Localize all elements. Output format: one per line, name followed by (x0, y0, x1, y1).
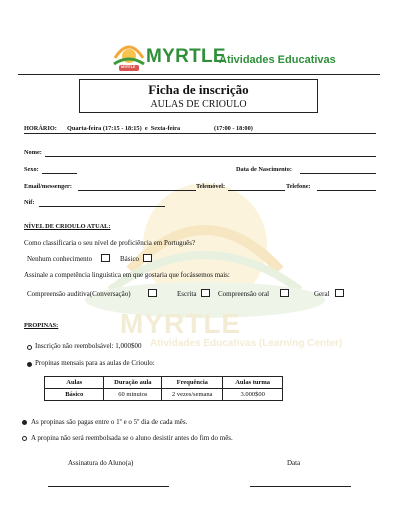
fees-heading: PROPINAS: (24, 322, 59, 329)
email-field[interactable] (78, 190, 196, 191)
note-1-bullet (22, 420, 27, 425)
mobile-label: Telemóvel: (196, 183, 226, 190)
level-question: Como classificaria o seu nível de proficiência em Português? (24, 239, 196, 247)
fees-col-price: Aulas turma (223, 377, 283, 389)
note-2: A propina não será reembolsada se o aluno desistir antes do fim do mês. (31, 434, 233, 442)
competence-oral-label: Compreensão oral (218, 290, 270, 298)
competence-listening-label: Compreensão auditiva(Conversação) (27, 290, 131, 298)
competence-oral-checkbox[interactable] (280, 289, 289, 297)
competence-listening-checkbox[interactable] (148, 289, 157, 297)
fees-cell-duration: 60 minutos (104, 389, 162, 401)
monthly-radio (27, 362, 32, 367)
student-signature-label: Assinatura do Aluno(a) (68, 459, 134, 467)
competence-question: Assinale a competência linguística em que gostaria que focássemos mais: (24, 271, 230, 279)
fees-table-header (45, 377, 283, 389)
title-box (79, 79, 318, 113)
option-none-checkbox[interactable] (101, 254, 110, 262)
phone-field[interactable] (317, 190, 376, 191)
option-basic-label: Básico (120, 255, 140, 263)
logo (112, 36, 146, 76)
name-label: Nome: (24, 149, 42, 156)
schedule-rule (24, 133, 376, 134)
fees-table (44, 376, 283, 401)
schedule-days: Quarta-feira (17:15 - 18:15) e Sexta-feira (67, 125, 181, 132)
sun-logo-icon (112, 36, 146, 76)
email-label: Email/messenger: (24, 183, 72, 190)
schedule-time: (17:00 - 18:00) (214, 125, 253, 132)
competence-general-checkbox[interactable] (335, 289, 344, 297)
competence-writing-label: Escrita (177, 290, 197, 298)
header-rule (18, 74, 380, 75)
fees-col-classes: Aulas (45, 377, 104, 389)
fees-cell-price: 3.000$00 (223, 389, 283, 401)
registration-radio (27, 345, 32, 350)
date-label: Data (287, 459, 301, 467)
note-1: As propinas são pagas entre o 1º e o 5º dia de cada mês. (31, 418, 188, 426)
brand-subtitle: Atividades Educativas (219, 54, 336, 66)
watermark-subtitle: Atividades Educativas (Learning Center) (150, 338, 343, 349)
birthdate-field[interactable] (300, 173, 376, 174)
nif-label: Nif: (24, 199, 35, 206)
fees-col-frequency: Frequência (162, 377, 223, 389)
birthdate-label: Data de Nascimento: (236, 166, 292, 173)
watermark-brand: MYRTLE (120, 308, 242, 339)
phone-label: Telefone: (286, 183, 311, 190)
logo-badge-text: MYRTLE (121, 65, 136, 69)
student-signature-line[interactable] (48, 486, 169, 487)
monthly-fee-label: Propinas mensais para as aulas de Crioulo: (35, 359, 155, 367)
competence-writing-checkbox[interactable] (201, 289, 210, 297)
competence-general-label: Geral (314, 290, 330, 298)
table-row (45, 389, 283, 401)
mobile-field[interactable] (228, 190, 285, 191)
registration-fee: Inscrição não reembolsável: 1,000$00 (35, 342, 142, 350)
fees-col-duration: Duração aula (104, 377, 162, 389)
brand-name: MYRTLE (146, 46, 226, 67)
name-field[interactable] (45, 156, 376, 157)
level-heading: NÍVEL DE CRIOULO ATUAL: (24, 223, 111, 230)
nif-field[interactable] (39, 206, 165, 207)
sex-label: Sexo: (24, 166, 39, 173)
option-basic-checkbox[interactable] (143, 254, 152, 262)
fees-cell-class: Básico (45, 389, 104, 401)
fees-cell-frequency: 2 vezes/semana (162, 389, 223, 401)
date-line[interactable] (250, 486, 351, 487)
option-none-label: Nenhum conhecimento (27, 255, 93, 263)
form-title: Ficha de inscrição (148, 82, 249, 97)
schedule-label: HORÁRIO: (24, 125, 57, 132)
form-subtitle: AULAS DE CRIOULO (150, 99, 247, 110)
sex-field[interactable] (42, 173, 77, 174)
note-2-bullet (22, 436, 27, 441)
